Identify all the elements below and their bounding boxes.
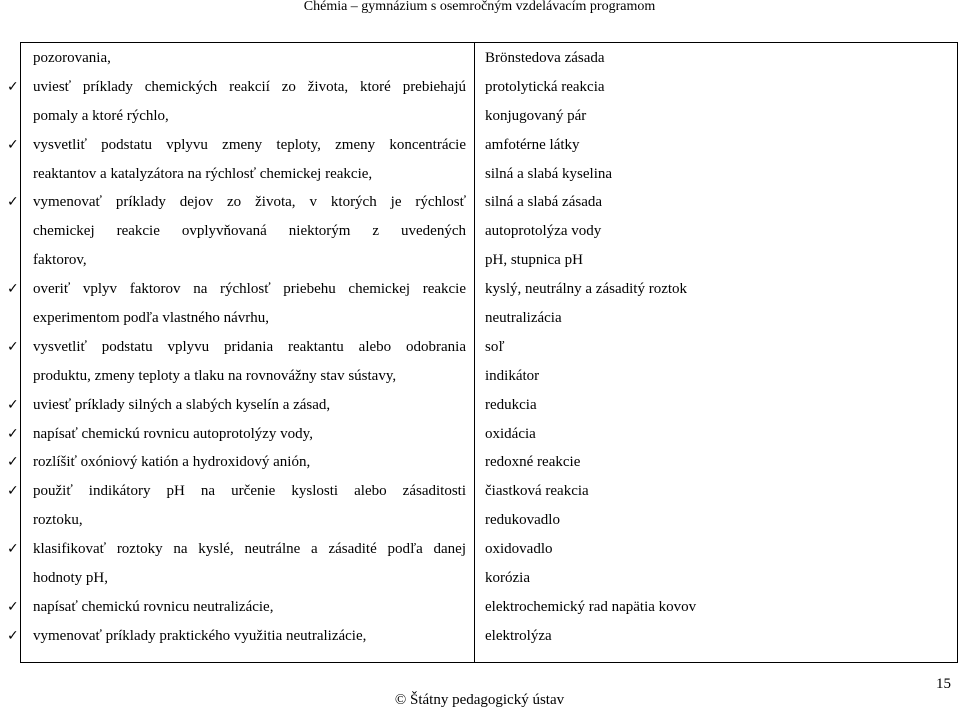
objective-item-start: ✓ overiť vplyv faktorov na rýchlosť priebehu chemickej reakcie [21,275,474,304]
page-header: Chémia – gymnázium s osemročným vzdelávacím programom [0,0,959,18]
objective-item-continuation: chemickej reakcie ovplyvňovaná niektorým z uvedených [33,223,466,240]
term-item: indikátor [485,367,540,384]
objective-item-continuation: produktu, zmeny teploty a tlaku na rovnovážny stav sústavy, [33,367,397,384]
objective-item-start: ✓ použiť indikátory pH na určenie kyslosti alebo zásaditosti [21,477,474,506]
objective-item-start: ✓ uviesť príklady chemických reakcií zo života, ktoré prebiehajú [21,73,474,102]
term-item: konjugovaný pár [485,107,587,124]
objective-item-start: ✓ rozlíšiť oxóniový katión a hydroxidový anión, [21,448,474,477]
term-item: elektrolýza [485,627,552,644]
term-item: soľ [485,338,505,355]
objective-item-start: ✓ vysvetliť podstatu vplyvu pridania reaktantu alebo odobrania [21,333,474,362]
objective-item-start: ✓ vysvetliť podstatu vplyvu zmeny teploty, zmeny koncentrácie [21,131,474,160]
objective-item-start: ✓ uviesť príklady silných a slabých kyselín a zásad, [21,391,474,420]
term-item: čiastková reakcia [485,483,589,500]
term-item: korózia [485,570,530,587]
term-item: oxidovadlo [485,541,553,558]
terms-list [475,43,957,651]
content-table [20,42,958,663]
objective-item-continuation: pozorovania, [33,50,111,66]
objective-item-start: ✓ napísať chemickú rovnicu autoprotolýzy vody, [21,420,474,449]
term-item: neutralizácia [485,310,562,327]
objective-item-continuation: hodnoty pH, [33,570,108,587]
page-number: 15 [936,676,951,692]
objective-item-start: ✓ vymenovať príklady dejov zo života, v ktorých je rýchlosť [21,188,474,217]
term-item: pH, stupnica pH [485,252,583,269]
objective-item-continuation: reaktantov a katalyzátora na rýchlosť chemickej reakcie, [33,165,373,182]
term-item: oxidácia [485,425,536,442]
term-item: redukcia [485,396,537,413]
objective-item-start: ✓ vymenovať príklady praktického využitia neutralizácie, [21,622,474,651]
objectives-column [21,43,475,662]
publisher-footer: © Štátny pedagogický ústav [394,692,565,708]
objectives-list [21,43,474,651]
term-item: autoprotolýza vody [485,223,602,240]
term-item: silná a slabá zásada [485,194,603,211]
term-item: amfotérne látky [485,136,580,153]
objective-item-start: ✓ napísať chemickú rovnicu neutralizácie, [21,593,474,622]
objective-item-continuation: faktorov, [33,252,87,269]
terms-column [475,43,957,662]
term-item: protolytická reakcia [485,78,605,95]
objective-item-continuation: roztoku, [33,512,83,529]
objective-item-continuation: experimentom podľa vlastného návrhu, [33,310,270,327]
term-item: silná a slabá kyselina [485,165,613,182]
term-item: Brönstedova zásada [485,50,605,66]
term-item: redoxné reakcie [485,454,581,471]
term-item: elektrochemický rad napätia kovov [485,598,697,615]
term-item: kyslý, neutrálny a zásaditý roztok [485,281,688,298]
term-item: redukovadlo [485,512,560,529]
objective-item-continuation: pomaly a ktoré rýchlo, [33,107,169,124]
objective-item-start: ✓ klasifikovať roztoky na kyslé, neutrálne a zásadité podľa danej [21,535,474,564]
